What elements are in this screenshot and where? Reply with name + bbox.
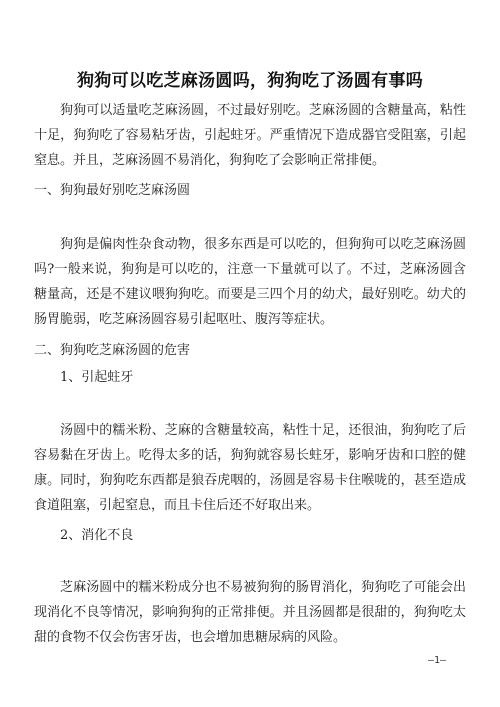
section-1-heading: 一、狗狗最好别吃芝麻汤圆 [34,183,191,198]
section-2-heading: 二、狗狗吃芝麻汤圆的危害 [34,343,191,358]
subsection-2-paragraph: 芝麻汤圆中的糯米粉成分也不易被狗狗的肠胃消化，狗狗吃了可能会出现消化不良等情况，影响狗狗的正常排便。并且汤圆都是很甜的，狗狗吃太甜的食物不仅会伤害牙齿，也会增加患糖尿病的风险。 [34,580,466,645]
page-number: —1— [427,655,446,666]
subsection-1-heading: 1、引起蛀牙 [60,370,134,385]
subsection-1-paragraph: 汤圆中的糯米粉、芝麻的含糖量较高，粘性十足，还很油，狗狗吃了后容易黏在牙齿上。吃得太多的话，狗狗就容易长蛀牙，影响牙齿和口腔的健康。同时，狗狗吃东西都是狼吞虎咽的，汤圆是容易卡住喉咙的，甚至造成食道阻塞，引起窒息，而且卡住后还不好取出来。 [34,423,466,513]
subsection-2-heading: 2、消化不良 [60,528,134,543]
section-1-paragraph: 狗狗是偏肉性杂食动物，很多东西是可以吃的，但狗狗可以吃芝麻汤圆吗?一般来说，狗狗是可以吃的，注意一下量就可以了。不过，芝麻汤圆含糖量高，还是不建议喂狗狗吃。而要是三四个月的幼犬，最好别吃。幼犬的肠胃脆弱，吃芝麻汤圆容易引起呕吐、腹泻等症状。 [34,237,466,327]
document-title: 狗狗可以吃芝麻汤圆吗，狗狗吃了汤圆有事吗 [77,71,423,91]
intro-paragraph: 狗狗可以适量吃芝麻汤圆，不过最好别吃。芝麻汤圆的含糖量高，粘性十足，狗狗吃了容易粘牙齿，引起蛀牙。严重情况下造成器官受阻塞，引起窒息。并且，芝麻汤圆不易消化，狗狗吃了会影响正常排便。 [34,103,466,168]
